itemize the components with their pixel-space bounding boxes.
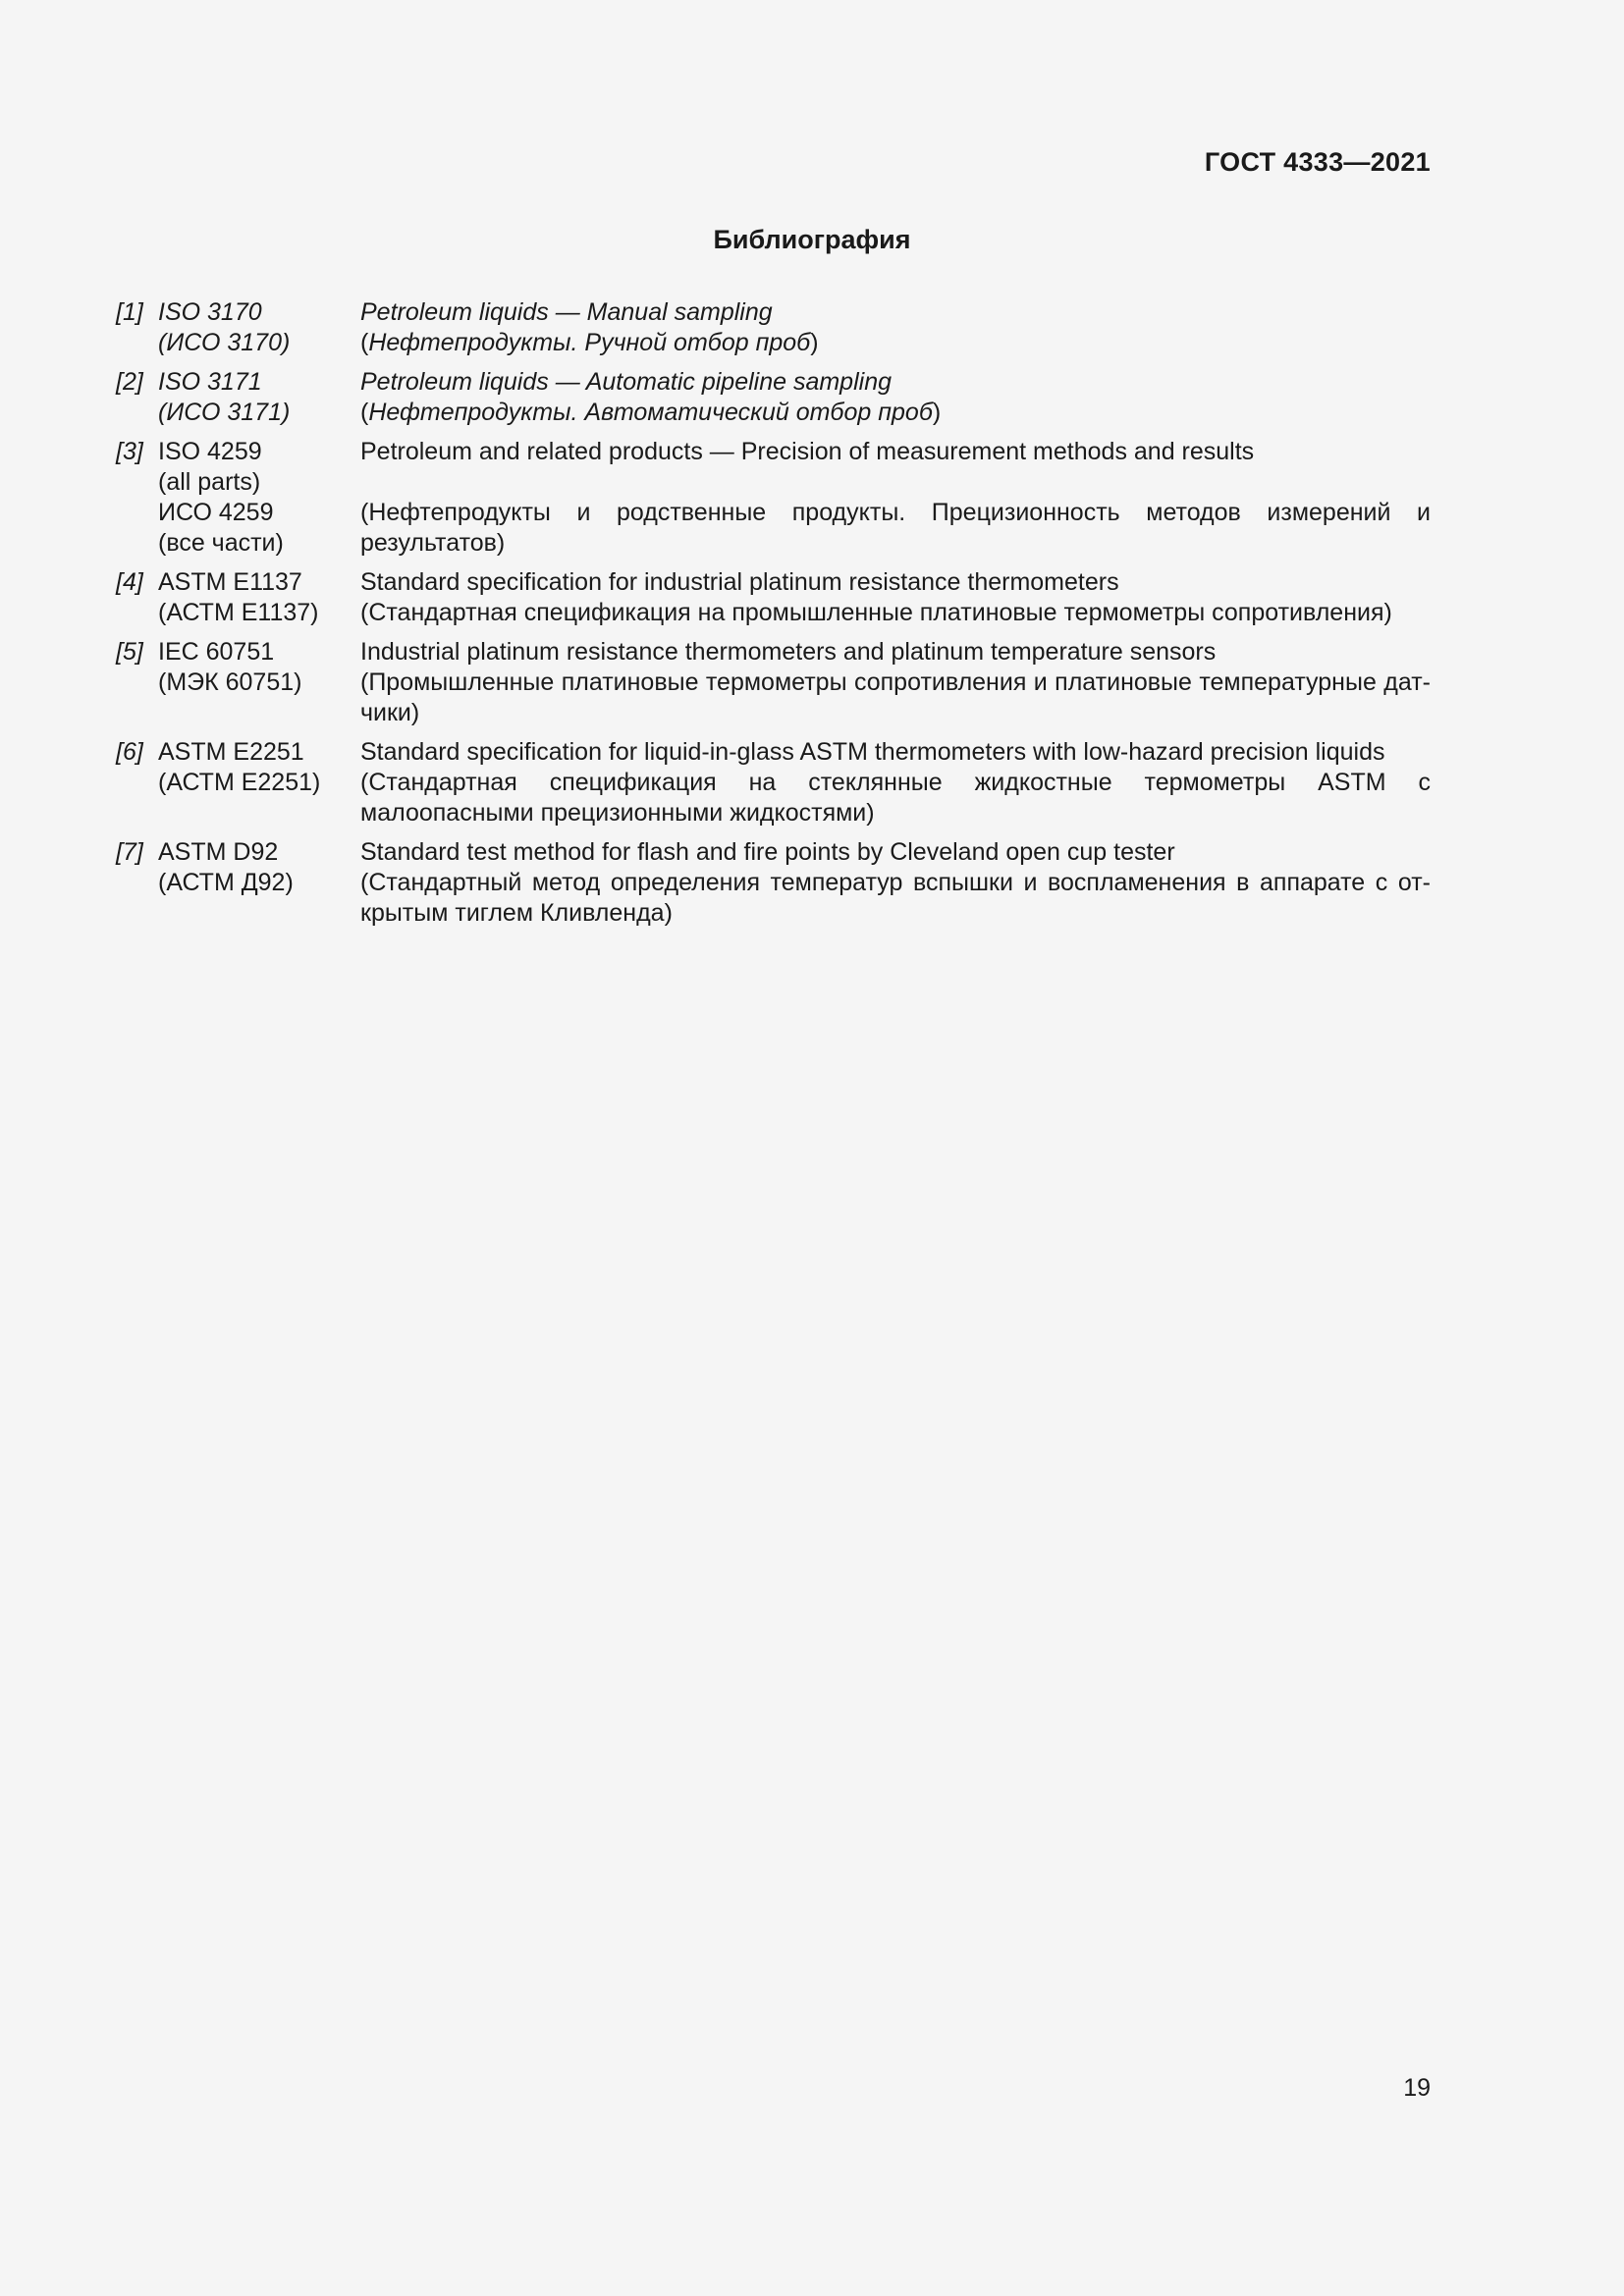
bibliography-entry-1 <box>116 297 1431 358</box>
title-en: Standard specification for industrial platinum resistance thermometers <box>360 568 1119 596</box>
entry-description <box>360 367 1431 428</box>
entry-number: [6] <box>116 738 143 766</box>
standard-code-ru: (АСТМ Е1137) <box>158 599 319 626</box>
entry-number: [5] <box>116 638 143 666</box>
standard-code: ASTM E2251 <box>158 738 304 766</box>
entry-number: [1] <box>116 298 143 326</box>
standard-code: ISO 3170 <box>158 298 262 326</box>
title-ru-line <box>360 328 1431 358</box>
standard-code-ru: (МЭК 60751) <box>158 668 302 696</box>
standard-code-ru: (АСТМ Е2251) <box>158 769 321 796</box>
standard-designation <box>158 437 360 559</box>
standard-code-ru: (АСТМ Д92) <box>158 869 294 896</box>
standard-scope-ru: (все части) <box>158 529 284 557</box>
entry-number: [2] <box>116 368 143 396</box>
title-en: Industrial platinum resistance thermometers and platinum temperature sensors <box>360 638 1217 666</box>
entry-description <box>360 297 1431 358</box>
title-en: Petroleum and related products — Precision of measurement methods and results <box>360 438 1255 465</box>
title-ru: (Стандартная спецификация на стеклянные жидкостные термометры ASTM с малоопасными прецизионными жидкостями) <box>360 769 1431 827</box>
title-ru: Нефтепродукты. Автоматический отбор проб <box>368 399 933 426</box>
entry-description <box>360 637 1431 728</box>
standard-code: ISO 3171 <box>158 368 262 396</box>
entry-description <box>360 567 1431 628</box>
standard-code: ISO 4259 <box>158 438 262 465</box>
standard-code: IEC 60751 <box>158 638 275 666</box>
entry-description <box>360 737 1431 828</box>
spacer <box>360 467 1431 498</box>
title-en: Petroleum liquids — Automatic pipeline sampling <box>360 368 893 396</box>
title-ru: Нефтепродукты. Ручной отбор проб <box>368 329 811 356</box>
title-en: Petroleum liquids — Manual sampling <box>360 298 773 326</box>
title-en: Standard specification for liquid-in-glass ASTM thermometers with low-hazard precision liquids <box>360 738 1385 766</box>
standard-code-ru: (ИСО 3171) <box>158 399 291 426</box>
paren-open: ( <box>360 399 369 426</box>
entry-number: [7] <box>116 838 143 866</box>
bibliography-entry-6 <box>116 737 1431 828</box>
standard-designation <box>158 297 360 358</box>
entry-description <box>360 837 1431 929</box>
entry-description <box>360 437 1431 559</box>
title-ru: (Стандартная спецификация на промышленные платиновые термометры сопротивления) <box>360 599 1392 626</box>
entry-number: [4] <box>116 568 143 596</box>
paren-close: ) <box>810 329 819 356</box>
title-ru: (Стандартный метод определения температур вспышки и воспламенения в аппарате с от-крытым тиглем Кливленда) <box>360 869 1431 927</box>
standard-scope: (all parts) <box>158 468 261 496</box>
page-number: 19 <box>1403 2074 1431 2102</box>
title-ru: (Нефтепродукты и родственные продукты. Прецизионность методов измерений и результатов) <box>360 499 1431 557</box>
standard-designation <box>158 567 360 628</box>
bibliography-entry-5 <box>116 637 1431 728</box>
bibliography-entry-4 <box>116 567 1431 628</box>
page-title: Библиография <box>713 225 911 254</box>
standard-designation <box>158 367 360 428</box>
bibliography-entry-3 <box>116 437 1431 559</box>
paren-close: ) <box>932 399 942 426</box>
standard-code-ru: (ИСО 3170) <box>158 329 291 356</box>
document-code: ГОСТ 4333—2021 <box>1204 147 1431 177</box>
entry-number: [3] <box>116 438 143 465</box>
bibliography-entry-7 <box>116 837 1431 929</box>
bibliography-entry-2 <box>116 367 1431 428</box>
bibliography-list <box>116 297 1431 937</box>
title-ru-line <box>360 398 1431 428</box>
standard-designation <box>158 637 360 728</box>
title-en: Standard test method for flash and fire points by Cleveland open cup tester <box>360 838 1175 866</box>
standard-designation <box>158 737 360 828</box>
paren-open: ( <box>360 329 369 356</box>
standard-designation <box>158 837 360 929</box>
standard-code: ASTM D92 <box>158 838 279 866</box>
title-ru: (Промышленные платиновые термометры сопротивления и платиновые температурные дат-чики) <box>360 668 1431 726</box>
standard-code: ASTM E1137 <box>158 568 302 596</box>
standard-code-ru: ИСО 4259 <box>158 499 274 526</box>
